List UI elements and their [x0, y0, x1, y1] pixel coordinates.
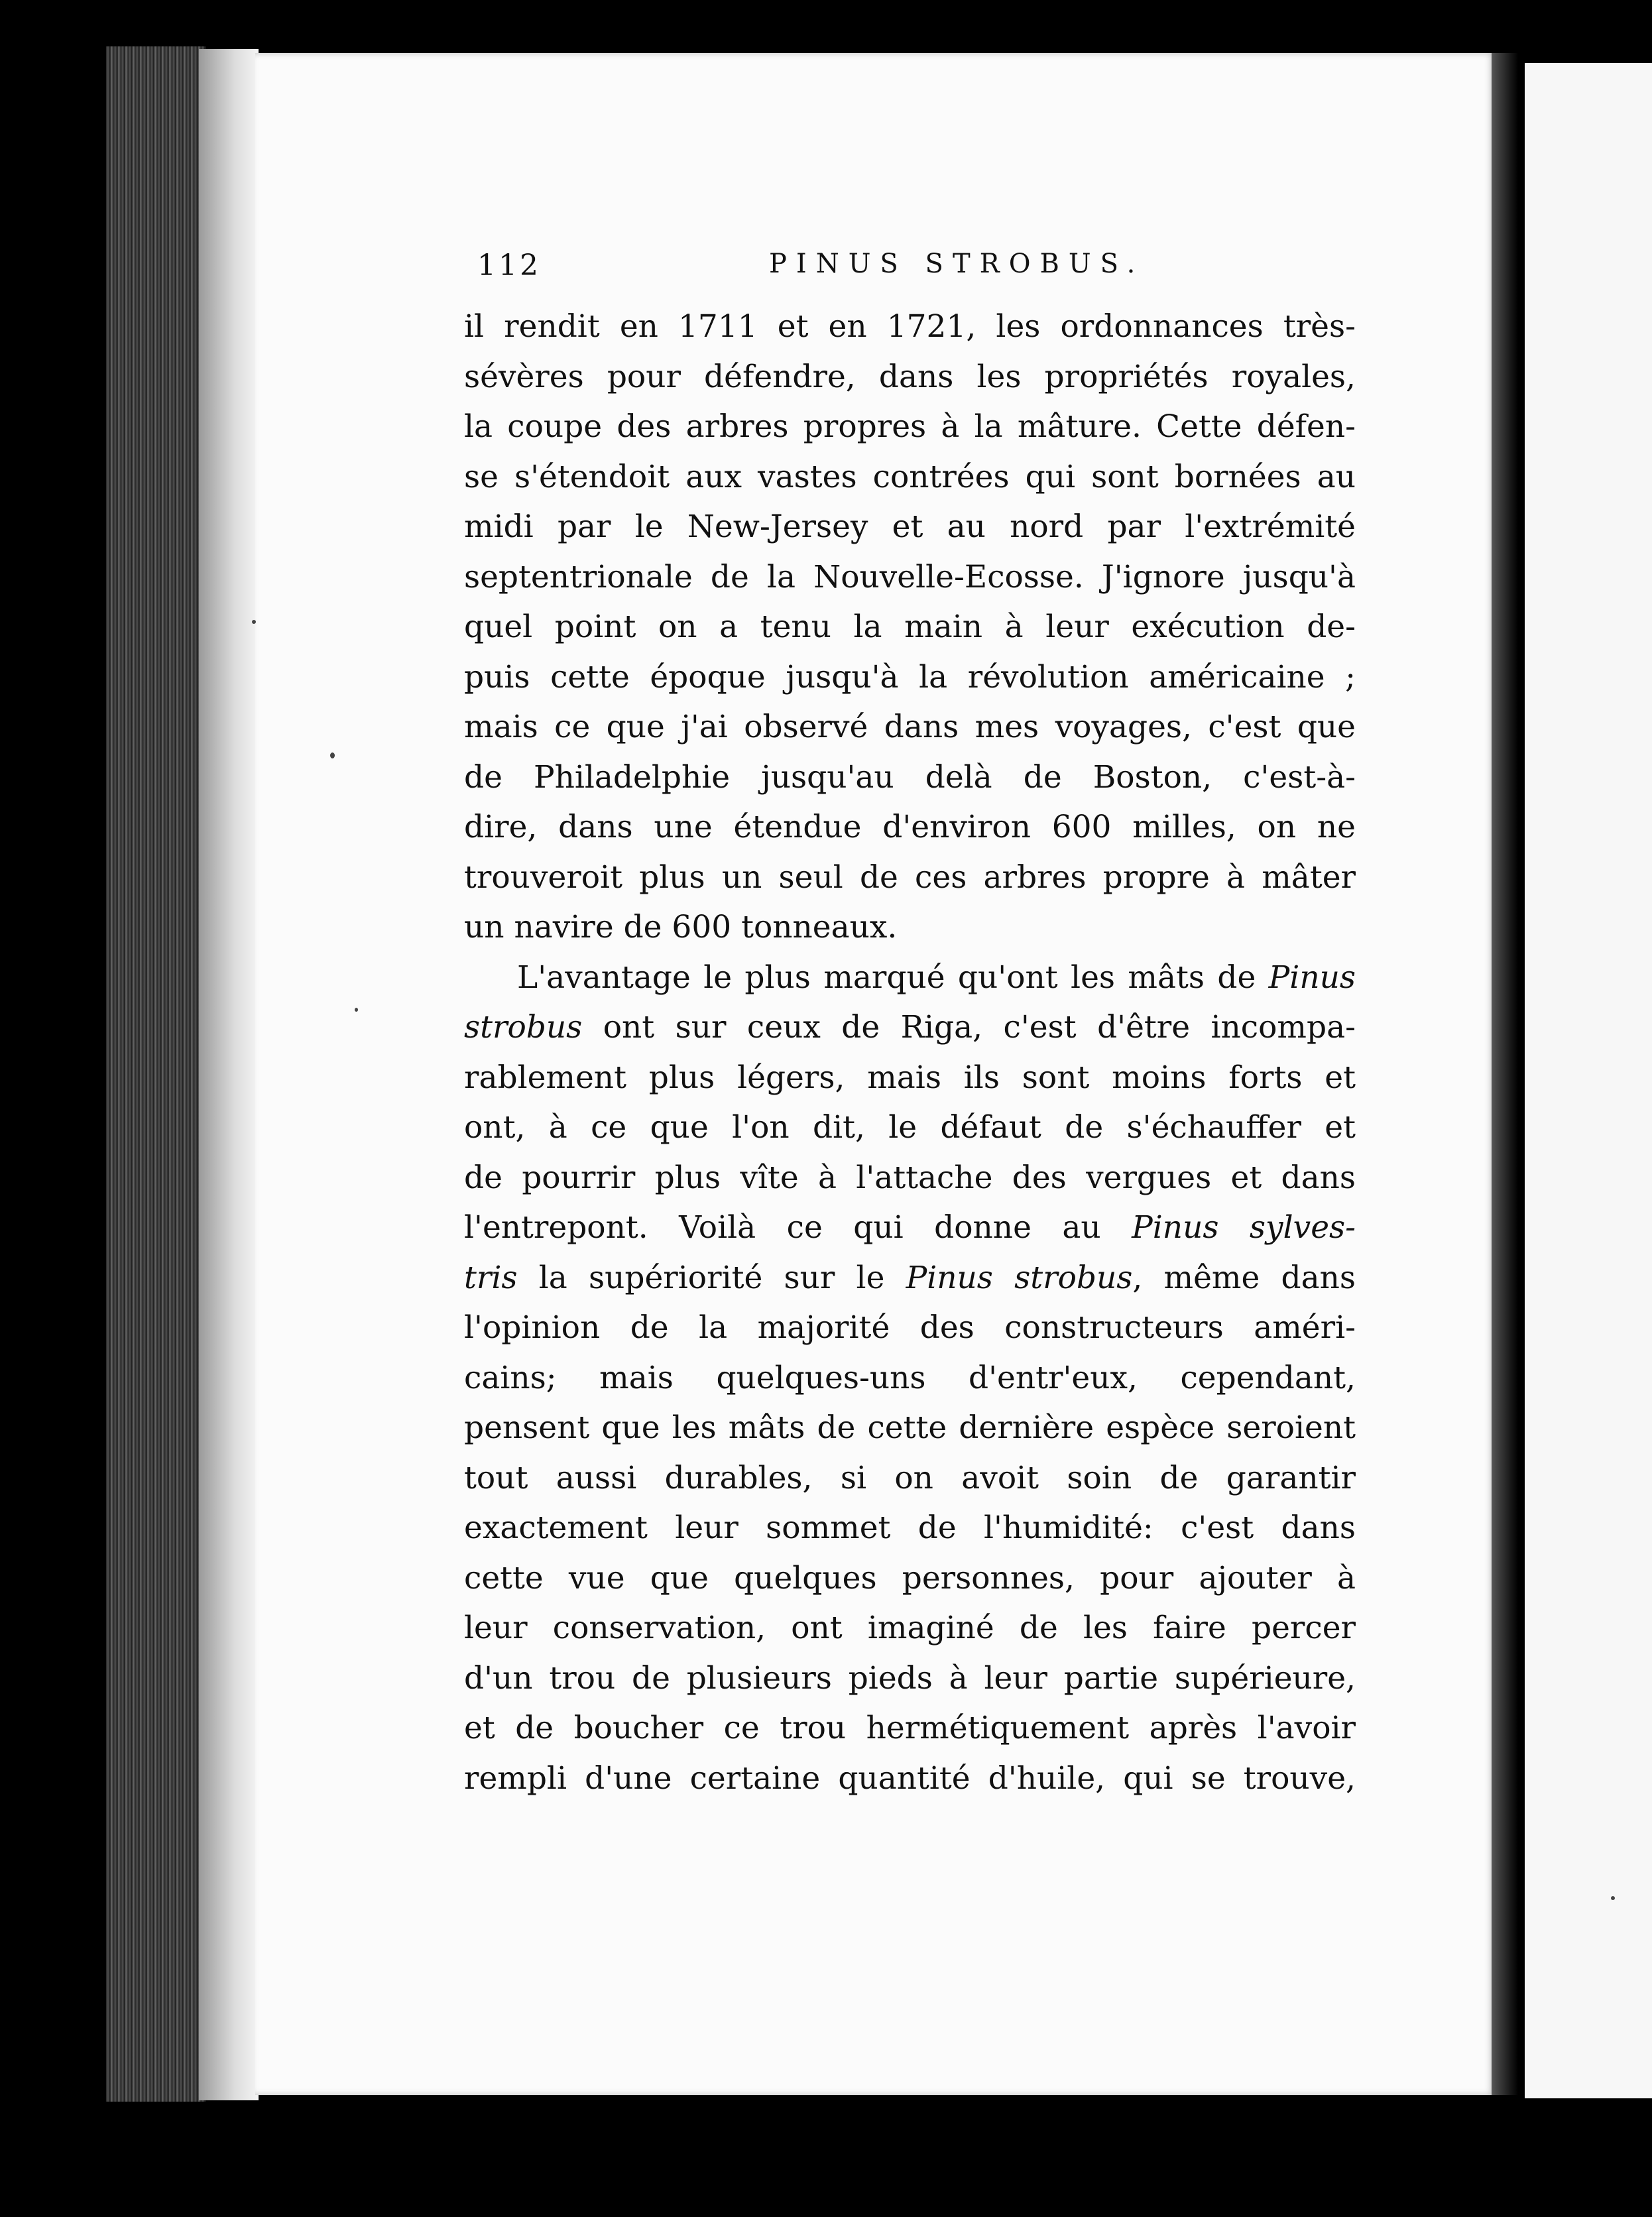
text-line: tout aussi durables, si on avoit soin de garantir [464, 1459, 1356, 1496]
running-head [477, 249, 1366, 288]
facing-page-edge [1525, 63, 1652, 2098]
text-line: la coupe des arbres propres à la mâture. Cette défen- [464, 408, 1356, 445]
running-title: PINUS STROBUS. [769, 249, 1145, 279]
text-line: de pourrir plus vîte à l'attache des vergues et dans [464, 1159, 1356, 1196]
scan-speck [355, 1008, 358, 1012]
text-line: midi par le New-Jersey et au nord par l'extrémité [464, 509, 1356, 545]
species-name: Pinus [1268, 959, 1356, 996]
text-line [464, 1253, 1356, 1303]
text-line: rablement plus légers, mais ils sont moins forts et [464, 1059, 1356, 1096]
text-line: trouveroit plus un seul de ces arbres propre à mâter [464, 859, 1356, 896]
text-line: mais ce que j'ai observé dans mes voyages, c'est que [464, 709, 1356, 745]
text-line: cains; mais quelques-uns d'entr'eux, cependant, [464, 1359, 1356, 1396]
text-run: , même dans [1132, 1259, 1356, 1296]
text-line: septentrionale de la Nouvelle-Ecosse. J'ignore jusqu'à [464, 558, 1356, 595]
text-run: l'entrepont. Voilà ce qui donne au [464, 1209, 1132, 1246]
species-name: Pinus sylves- [1132, 1209, 1356, 1246]
text-run: la supériorité sur le [517, 1259, 906, 1296]
text-line [464, 1002, 1356, 1053]
text-line: puis cette époque jusqu'à la révolution américaine ; [464, 658, 1356, 695]
scan-speck [330, 752, 335, 758]
text-line: rempli d'une certaine quantité d'huile, qui se trouve, [464, 1760, 1356, 1797]
species-name: strobus [464, 1009, 583, 1046]
text-line: sévères pour défendre, dans les propriétés royales, [464, 358, 1356, 395]
text-line: d'un trou de plusieurs pieds à leur partie supérieure, [464, 1659, 1356, 1697]
text-line: et de boucher ce trou hermétiquement après l'avoir [464, 1710, 1356, 1746]
text-line: ont, à ce que l'on dit, le défaut de s'échauffer et [464, 1109, 1356, 1146]
page-number: 112 [477, 249, 541, 282]
text-line: pensent que les mâts de cette dernière espèce seroient [464, 1409, 1356, 1446]
page-edge-stack [106, 46, 206, 2102]
text-line: exactement leur sommet de l'humidité: c'est dans [464, 1510, 1356, 1546]
text-run: ont sur ceux de Riga, c'est d'être incompa- [582, 1009, 1356, 1046]
species-name: Pinus strobus [906, 1259, 1133, 1296]
text-line: de Philadelphie jusqu'au delà de Boston, c'est-à- [464, 758, 1356, 796]
scan-speck [1611, 1896, 1615, 1900]
text-run: L'avantage le plus marqué qu'ont les mâts de [517, 959, 1269, 996]
text-line: dire, dans une étendue d'environ 600 milles, on ne [464, 809, 1356, 845]
text-line: quel point on a tenu la main à leur exécution de- [464, 609, 1356, 645]
text-line: se s'étendoit aux vastes contrées qui sont bornées au [464, 458, 1356, 495]
text-line: leur conservation, ont imaginé de les faire percer [464, 1610, 1356, 1646]
text-line: cette vue que quelques personnes, pour ajouter à [464, 1559, 1356, 1596]
species-name: tris [464, 1259, 518, 1296]
text-line [464, 1203, 1356, 1253]
gutter-shadow [1492, 53, 1518, 2095]
text-line: un navire de 600 tonneaux. [464, 909, 898, 945]
text-line [464, 953, 1356, 1003]
text-line: il rendit en 1711 et en 1721, les ordonnances très- [464, 308, 1356, 345]
page-edge-highlight [199, 49, 259, 2100]
scan-speck [252, 620, 256, 624]
body-text [464, 302, 1356, 1803]
text-line: l'opinion de la majorité des constructeurs améri- [464, 1309, 1356, 1346]
